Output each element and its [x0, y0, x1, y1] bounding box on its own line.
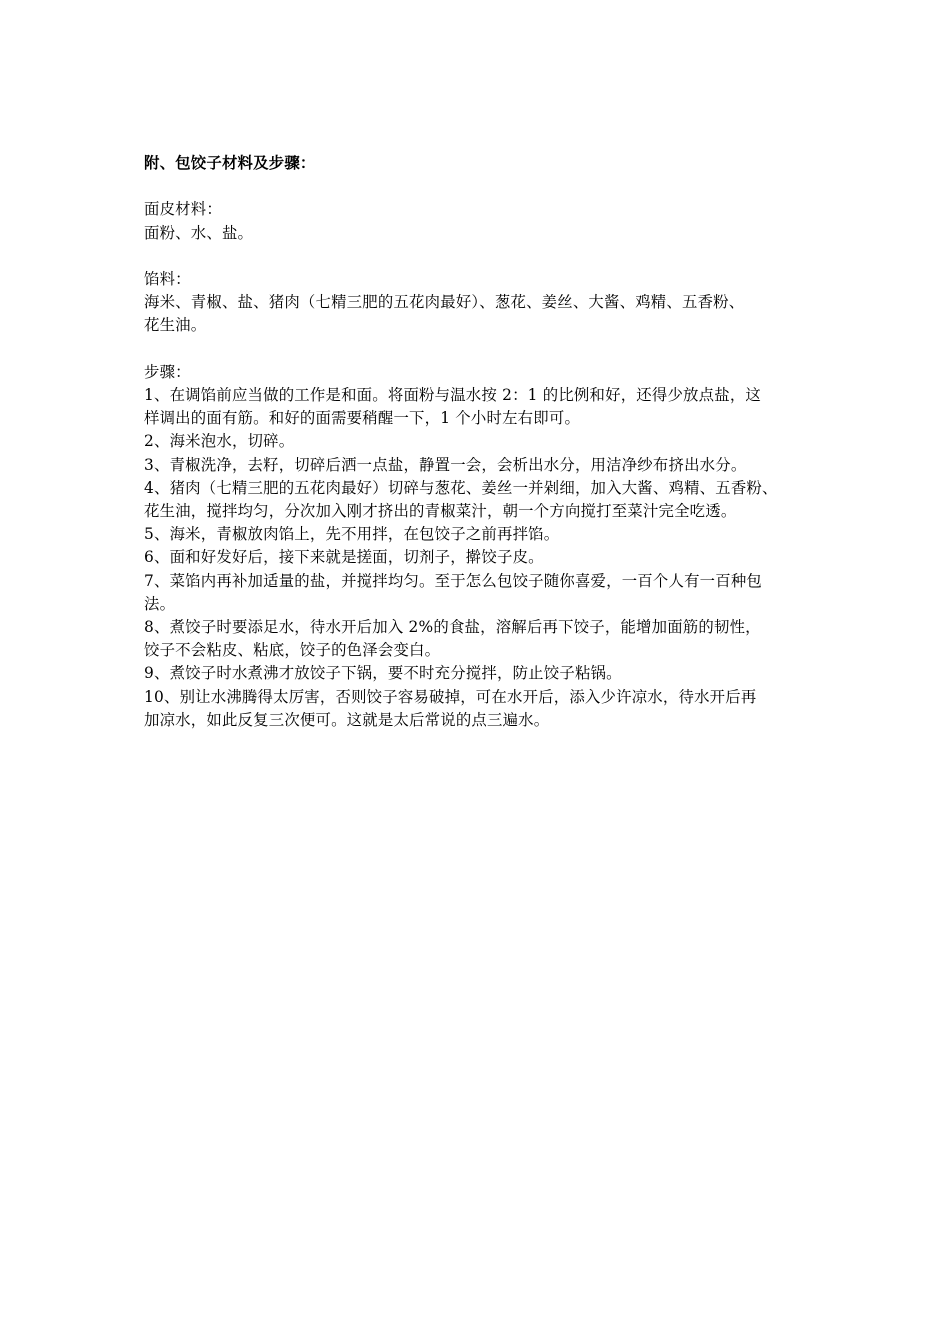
- step-line: 饺子不会粘皮、粘底，饺子的色泽会变白。: [144, 641, 441, 660]
- spacer: [144, 338, 820, 361]
- filling-heading: 馅料：: [144, 269, 191, 288]
- filling-section: [144, 268, 820, 338]
- document-body: [144, 152, 820, 732]
- step-line: 9、煮饺子时水煮沸才放饺子下锅，要不时充分搅拌，防止饺子粘锅。: [144, 664, 622, 683]
- step-line: 3、青椒洗净，去籽，切碎后洒一点盐，静置一会，会析出水分，用洁净纱布挤出水分。: [144, 455, 747, 474]
- steps-heading: 步骤：: [144, 362, 191, 381]
- step-line: 5、海米，青椒放肉馅上，先不用拌，在包饺子之前再拌馅。: [144, 525, 560, 544]
- steps-section: [144, 361, 820, 732]
- step-line: 法。: [144, 594, 176, 613]
- spacer: [144, 175, 820, 198]
- filling-line: 花生油。: [144, 316, 207, 335]
- step-line: 2、海米泡水，切碎。: [144, 432, 295, 451]
- dough-section: [144, 198, 820, 244]
- document-title: 附、包饺子材料及步骤：: [144, 154, 316, 172]
- dough-items: 面粉、水、盐。: [144, 223, 254, 242]
- step-line: 4、猪肉（七精三肥的五花肉最好）切碎与葱花、姜丝一并剁细，加入大酱、鸡精、五香粉、: [144, 478, 778, 497]
- step-line: 花生油，搅拌均匀，分次加入刚才挤出的青椒菜汁，朝一个方向搅打至菜汁完全吃透。: [144, 502, 737, 520]
- step-line: 8、煮饺子时要添足水，待水开后加入 2%的食盐，溶解后再下饺子，能增加面筋的韧性，: [144, 618, 761, 637]
- step-line: 7、菜馅内再补加适量的盐，并搅拌均匀。至于怎么包饺子随你喜爱，一百个人有一百种包: [144, 571, 763, 590]
- step-line: 样调出的面有筋。和好的面需要稍醒一下，1 个小时左右即可。: [144, 409, 581, 428]
- step-line: 1、在调馅前应当做的工作是和面。将面粉与温水按 2：1 的比例和好，还得少放点盐，这: [144, 385, 762, 404]
- step-line: 6、面和好发好后，接下来就是搓面，切剂子，擀饺子皮。: [144, 548, 544, 567]
- step-line: 加凉水，如此反复三次便可。这就是太后常说的点三遍水。: [144, 710, 550, 729]
- spacer: [144, 245, 820, 268]
- filling-line: 海米、青椒、盐、猪肉（七精三肥的五花肉最好）、葱花、姜丝、大酱、鸡精、五香粉、: [144, 293, 745, 312]
- dough-heading: 面皮材料：: [144, 200, 222, 219]
- step-line: 10、别让水沸腾得太厉害，否则饺子容易破掉，可在水开后，添入少许凉水，待水开后再: [144, 687, 757, 706]
